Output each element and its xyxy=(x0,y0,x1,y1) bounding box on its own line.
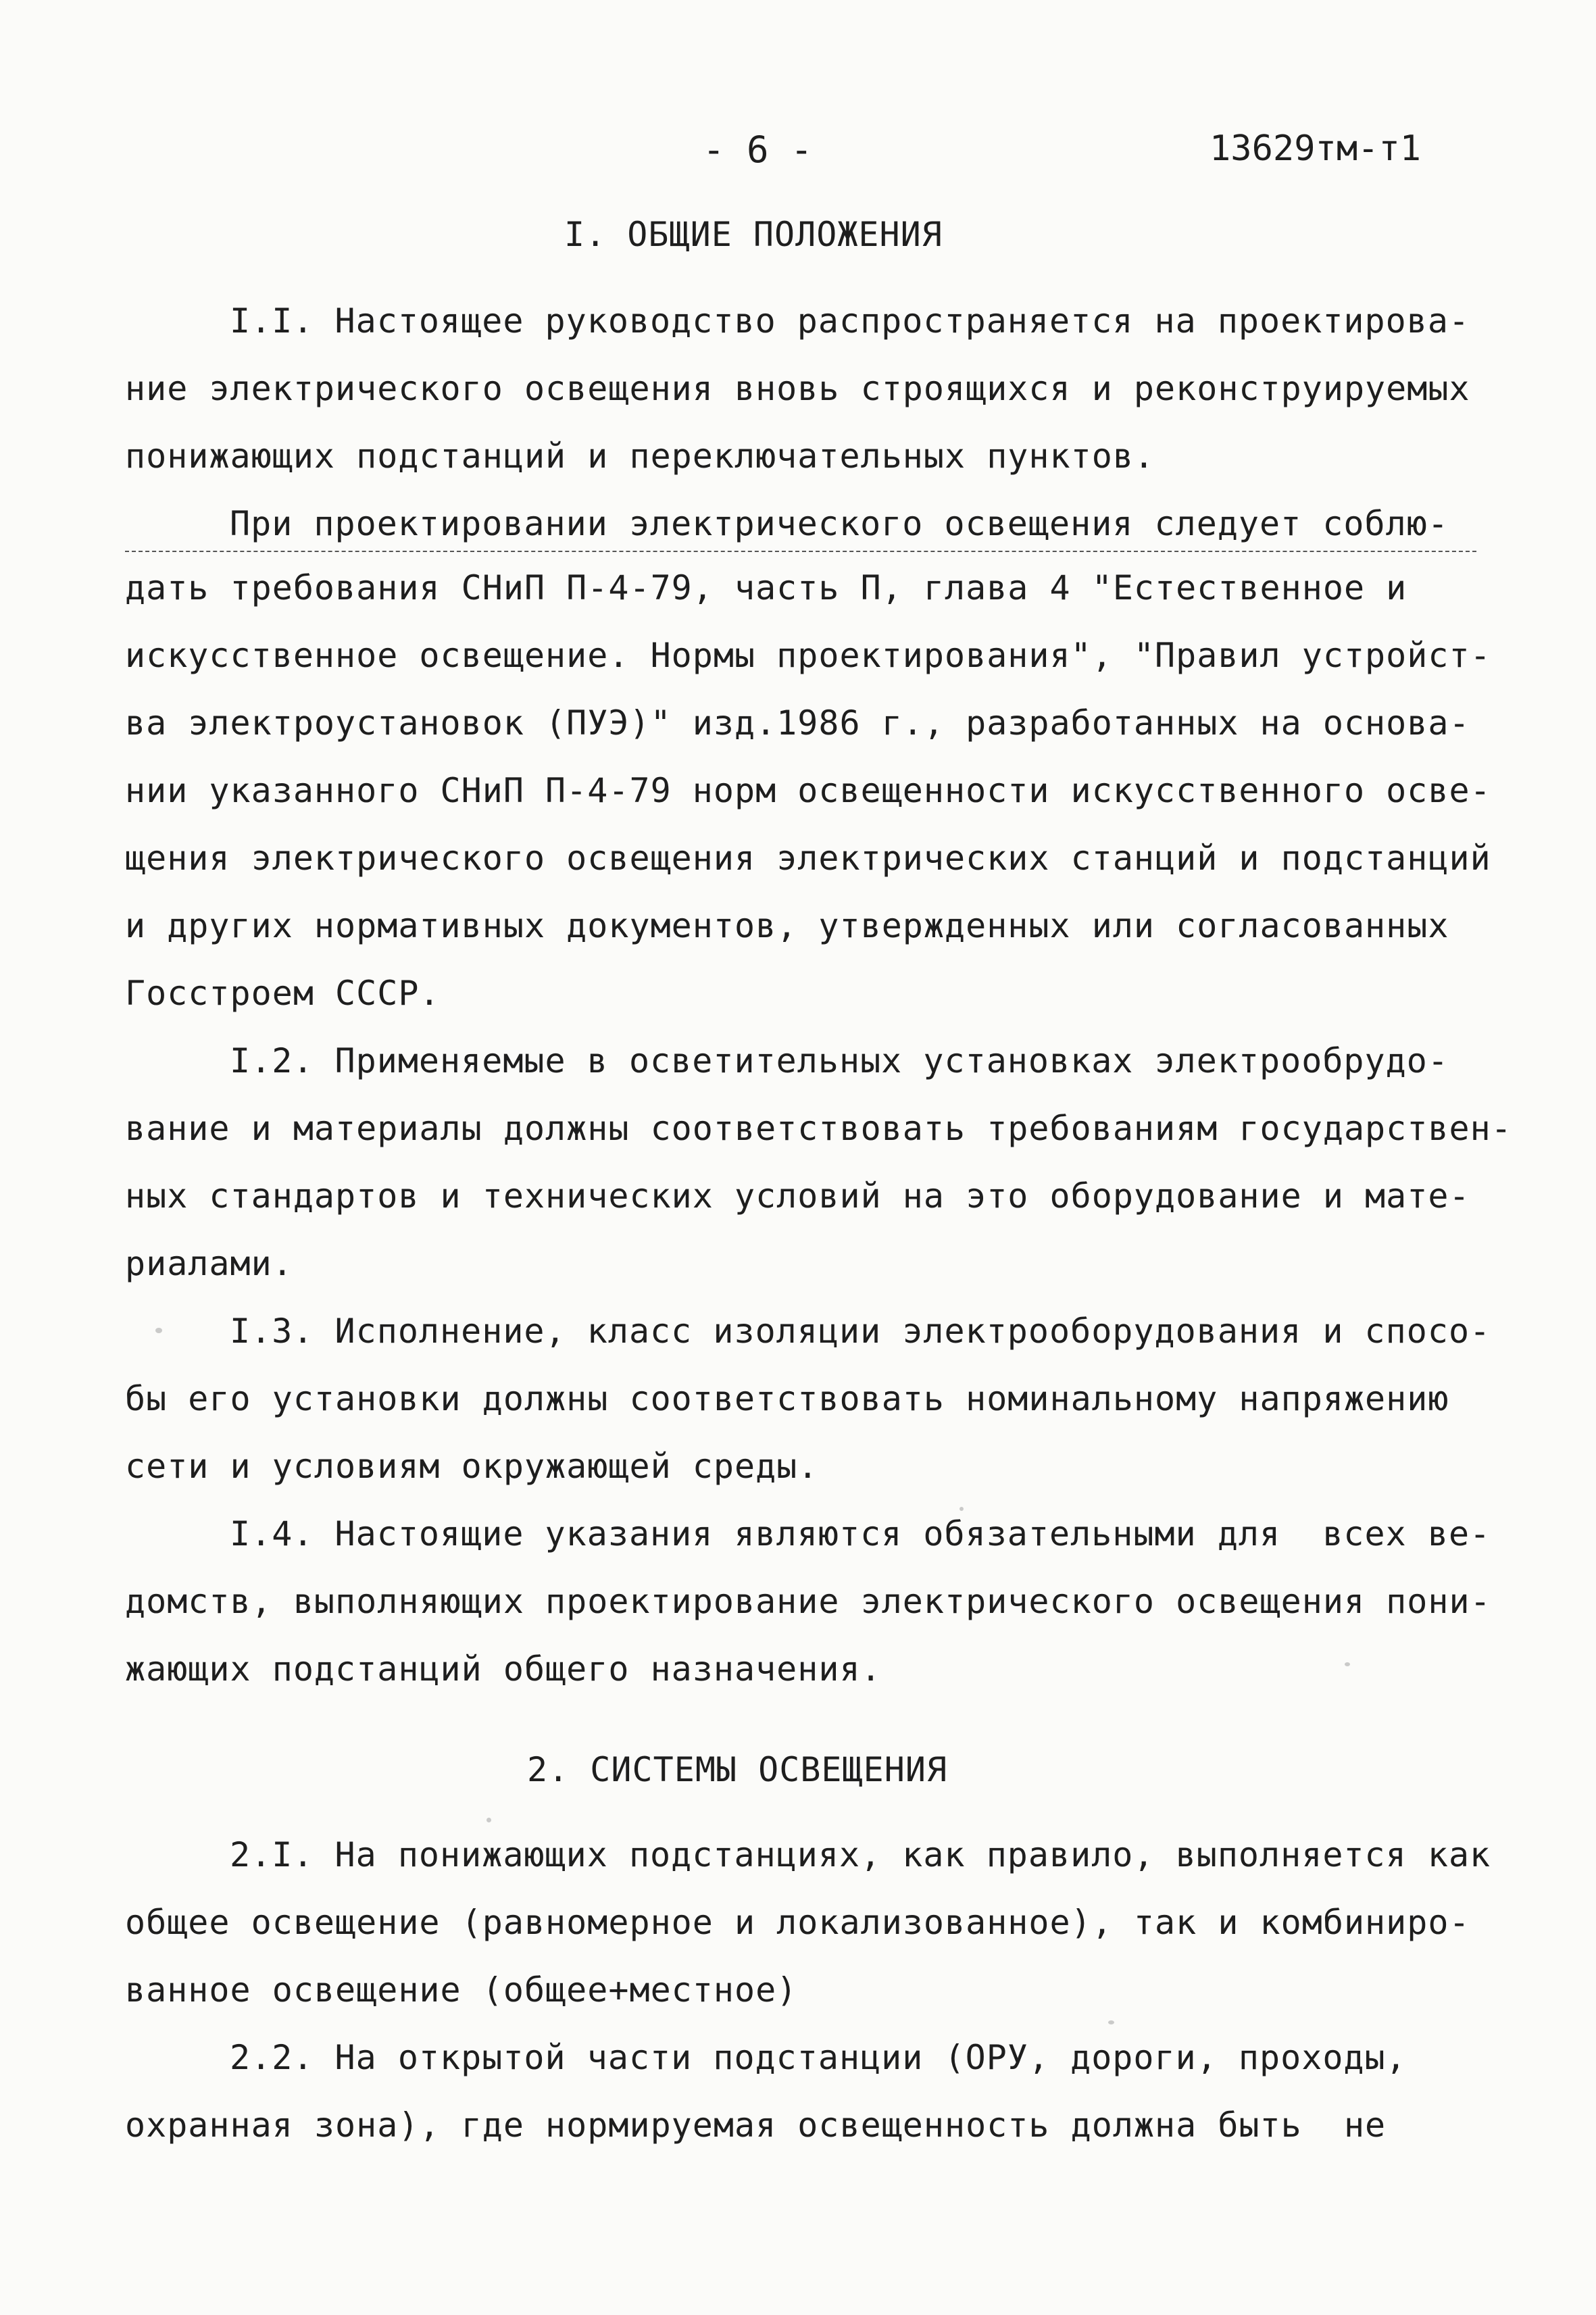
paragraph-line: общее освещение (равномерное и локализованное), так и комбиниро- xyxy=(125,1903,1470,1942)
scan-line-artifact xyxy=(125,551,1476,552)
paragraph-line: охранная зона), где нормируемая освещенность должна быть не xyxy=(125,2106,1387,2145)
paragraph-line: искусственное освещение. Нормы проектирования", "Правил устройст- xyxy=(125,636,1491,675)
paragraph-line: ва электроустановок (ПУЭ)" изд.1986 г., разработанных на основа- xyxy=(125,703,1470,743)
paragraph-line: ных стандартов и технических условий на это оборудование и мате- xyxy=(125,1176,1470,1216)
paragraph-line: нии указанного СНиП П-4-79 норм освещенности искусственного осве- xyxy=(125,771,1491,810)
paragraph-line: домств, выполняющих проектирование электрического освещения пони- xyxy=(125,1582,1491,1621)
paragraph-line: I.2. Применяемые в осветительных установках электрообрудо- xyxy=(230,1041,1449,1080)
paragraph-line: I.3. Исполнение, класс изоляции электрооборудования и спосо- xyxy=(230,1312,1491,1351)
paragraph-line: 2.2. На открытой части подстанции (ОРУ, дороги, проходы, xyxy=(230,2038,1407,2077)
paragraph-line: I.I. Настоящее руководство распространяется на проектирова- xyxy=(230,301,1470,341)
paragraph-line: понижающих подстанций и переключательных пунктов. xyxy=(125,437,1155,476)
section-1-title: I. ОБЩИЕ ПОЛОЖЕНИЯ xyxy=(564,215,943,254)
section-2-title: 2. СИСТЕМЫ ОСВЕЩЕНИЯ xyxy=(527,1750,948,1789)
page-number: - 6 - xyxy=(703,128,813,171)
scan-speck xyxy=(1108,2020,1114,2024)
paragraph-line: жающих подстанций общего назначения. xyxy=(125,1649,882,1689)
paragraph-line: сети и условиям окружающей среды. xyxy=(125,1447,819,1486)
paragraph-line: ванное освещение (общее+местное) xyxy=(125,1970,798,2010)
paragraph-line: щения электрического освещения электрических станций и подстанций xyxy=(125,839,1491,878)
paragraph-line: Госстроем СССР. xyxy=(125,974,441,1013)
scan-speck xyxy=(487,1818,491,1822)
paragraph-line: 2.I. На понижающих подстанциях, как правило, выполняется как xyxy=(230,1835,1491,1874)
paragraph-line: вание и материалы должны соответствовать требованиям государствен- xyxy=(125,1109,1512,1148)
scan-speck xyxy=(155,1328,162,1333)
paragraph-line: и других нормативных документов, утвержденных или согласованных xyxy=(125,906,1449,945)
scan-speck xyxy=(1345,1662,1350,1666)
paragraph-line: дать требования СНиП П-4-79, часть П, глава 4 "Естественное и xyxy=(125,568,1407,607)
paragraph-line: риалами. xyxy=(125,1244,293,1283)
paragraph-line: ние электрического освещения вновь строящихся и реконструируемых xyxy=(125,369,1470,408)
document-number: 13629тм-т1 xyxy=(1210,128,1422,169)
paragraph-line: При проектировании электрического освещения следует соблю- xyxy=(230,504,1449,543)
scan-speck xyxy=(959,1507,964,1511)
paragraph-line: бы его установки должны соответствовать номинальному напряжению xyxy=(125,1379,1449,1418)
paragraph-line: I.4. Настоящие указания являются обязательными для всех ве- xyxy=(230,1514,1491,1553)
